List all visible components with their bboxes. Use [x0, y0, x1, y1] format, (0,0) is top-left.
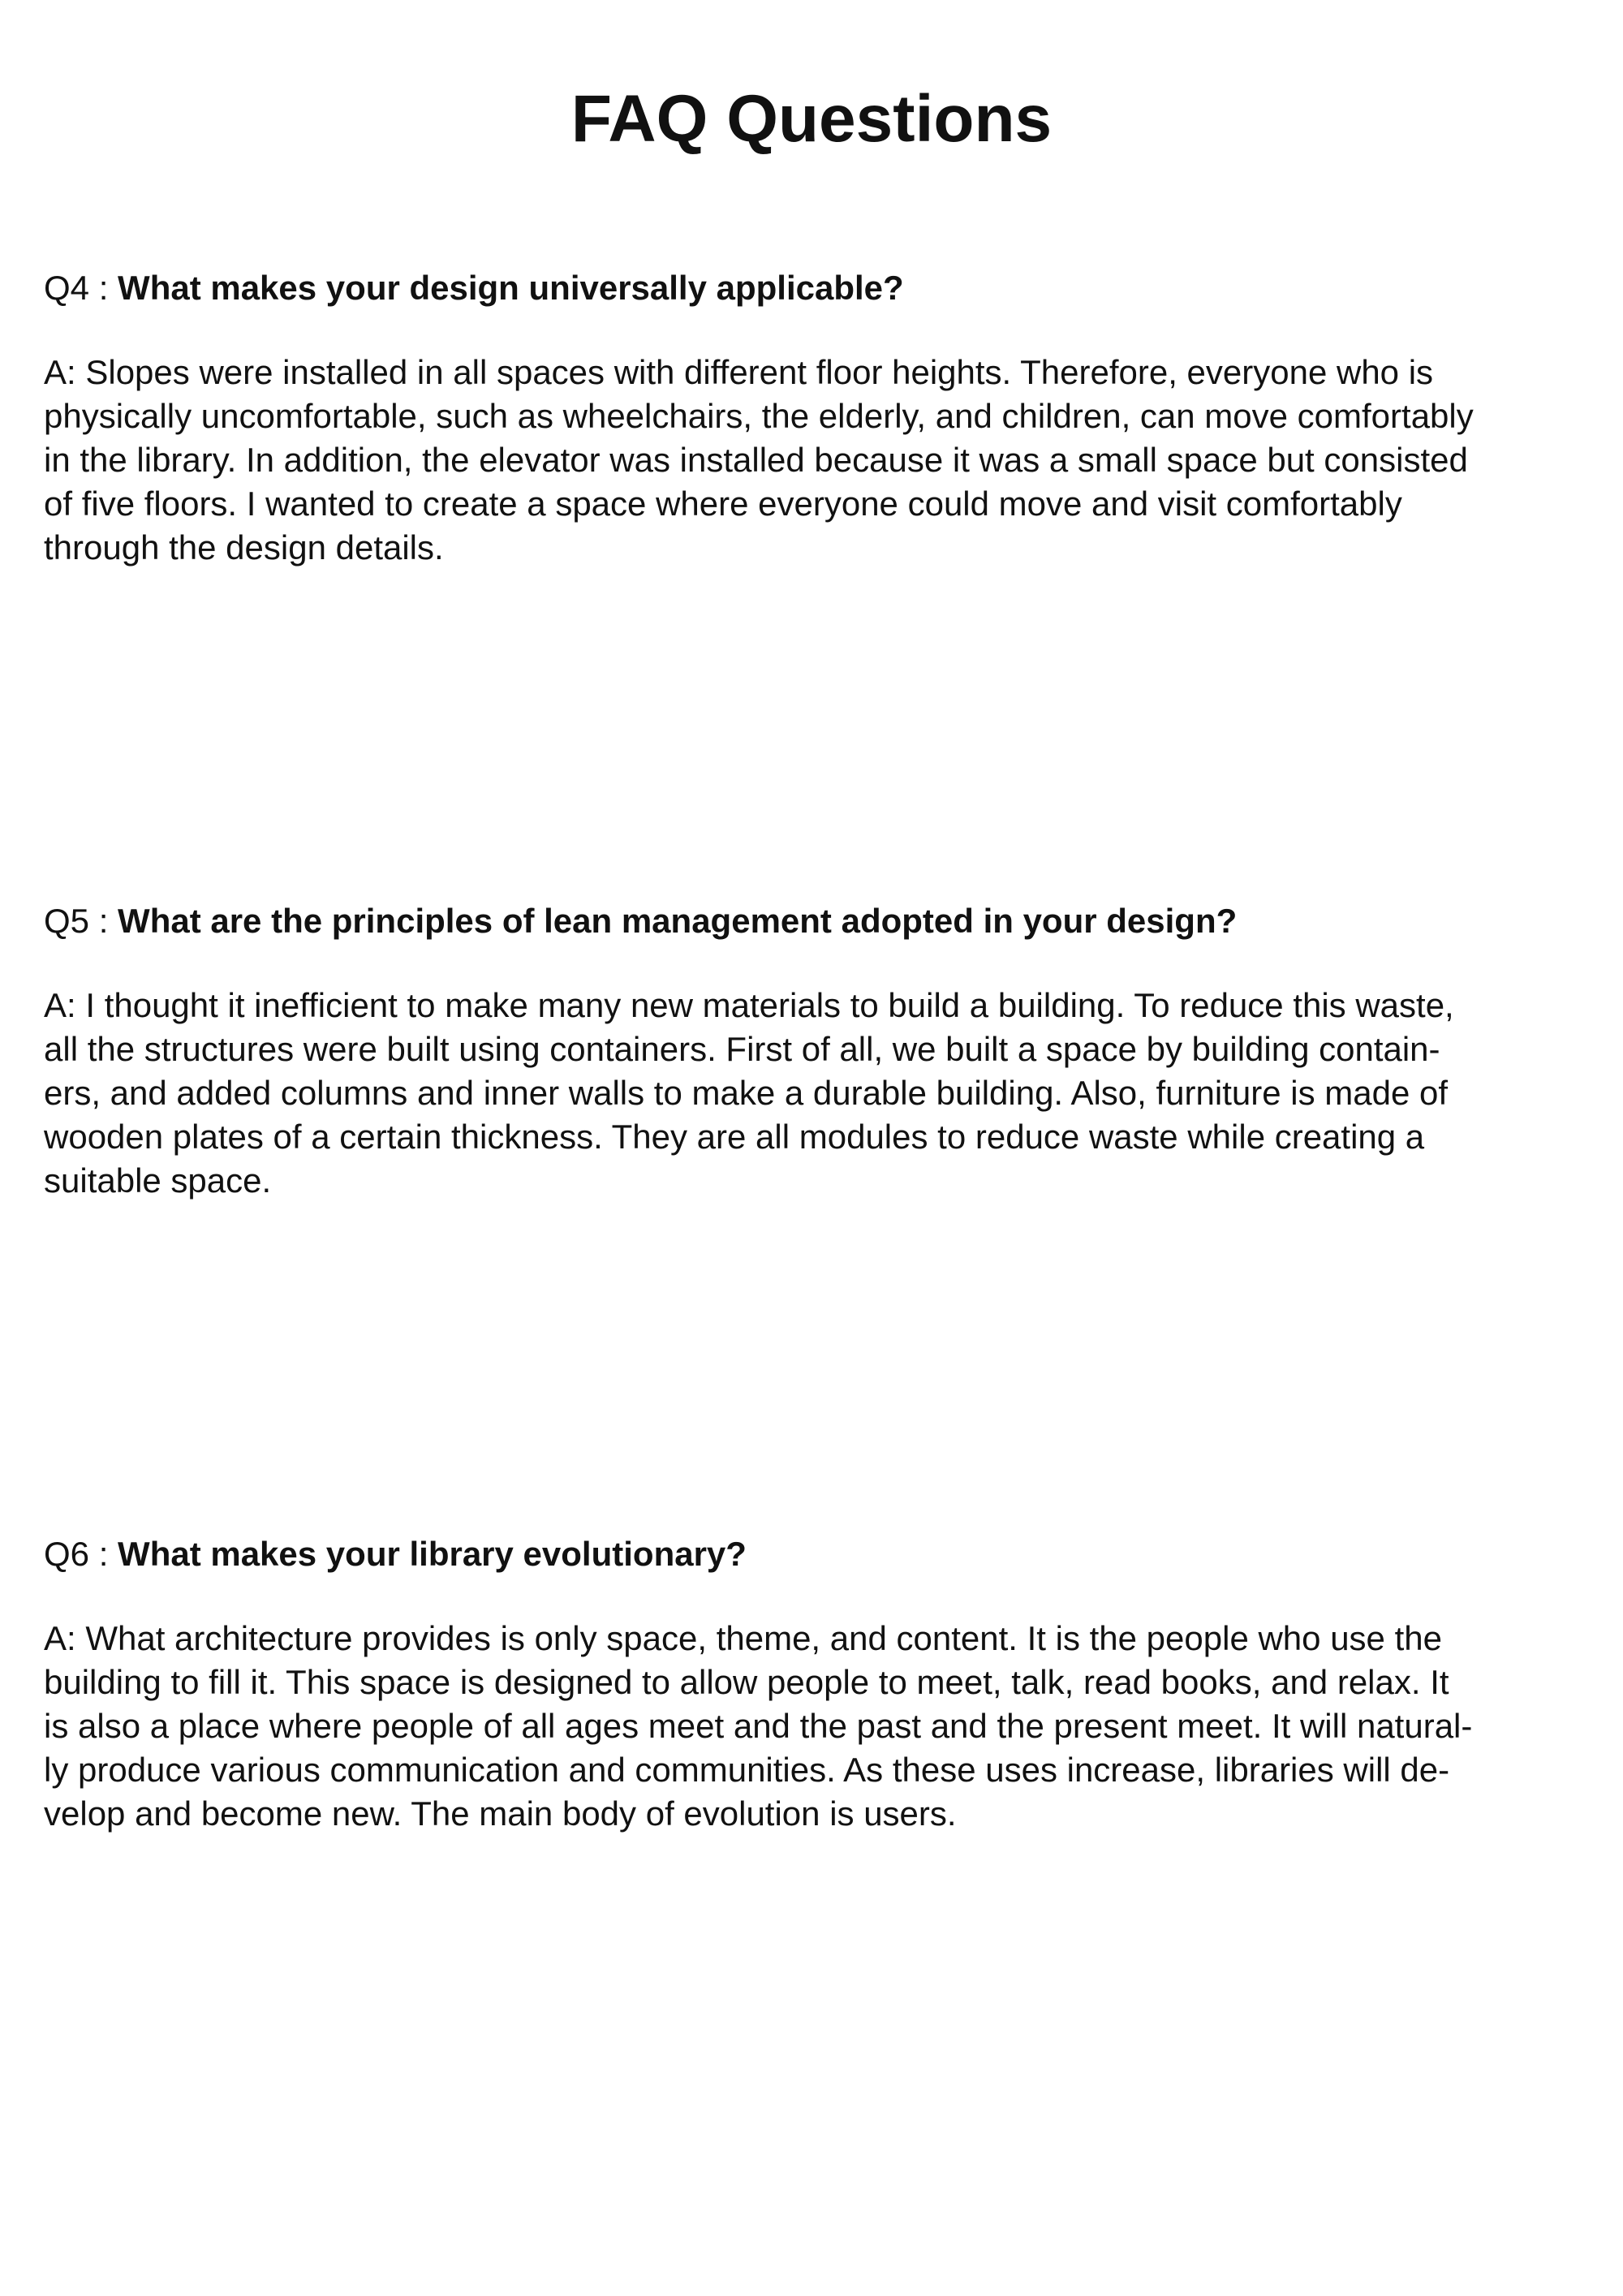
faq-answer: A: Slopes were installed in all spaces with different floor heights. Therefore, everyone who is physically uncomfortable, such as wheelchairs, the elderly, and children, can move comfortably in the library. In addition, the elevator was installed because it was a small space but consisted of five floors. I wanted to create a space where everyone could move and visit comfortably through the design details.: [44, 353, 1474, 566]
question-number: Q4 :: [44, 269, 118, 307]
page-title: FAQ Questions: [570, 82, 1053, 156]
faq-answer: A: What architecture provides is only space, theme, and content. It is the people who use the building to fill it. This space is designed to allow people to meet, talk, read books, and relax. It is also a place where people of all ages meet and the past and the present meet. It will natural- ly produce various communication and communities. As these uses increase, libraries will de- velop and become new. The main body of evolution is users.: [44, 1619, 1473, 1833]
faq-item-q4: [44, 266, 1586, 570]
faq-question: [44, 1532, 1586, 1576]
faq-item-q6: [44, 1532, 1586, 1836]
question-text: What makes your design universally applicable?: [118, 269, 904, 307]
question-text: What makes your library evolutionary?: [118, 1535, 747, 1573]
question-text: What are the principles of lean management adopted in your design?: [118, 902, 1238, 940]
question-number: Q5 :: [44, 902, 118, 940]
faq-answer: A: I thought it inefficient to make many new materials to build a building. To reduce this waste, all the structures were built using containers. First of all, we built a space by building contain- ers, and added columns and inner walls to make a durable building. Also, furniture is made of wooden plates of a certain thickness. They are all modules to reduce waste while creating a suitable space.: [44, 986, 1454, 1200]
question-number: Q6 :: [44, 1535, 118, 1573]
faq-item-q5: [44, 899, 1586, 1203]
faq-question: [44, 899, 1586, 943]
faq-question: [44, 266, 1586, 310]
